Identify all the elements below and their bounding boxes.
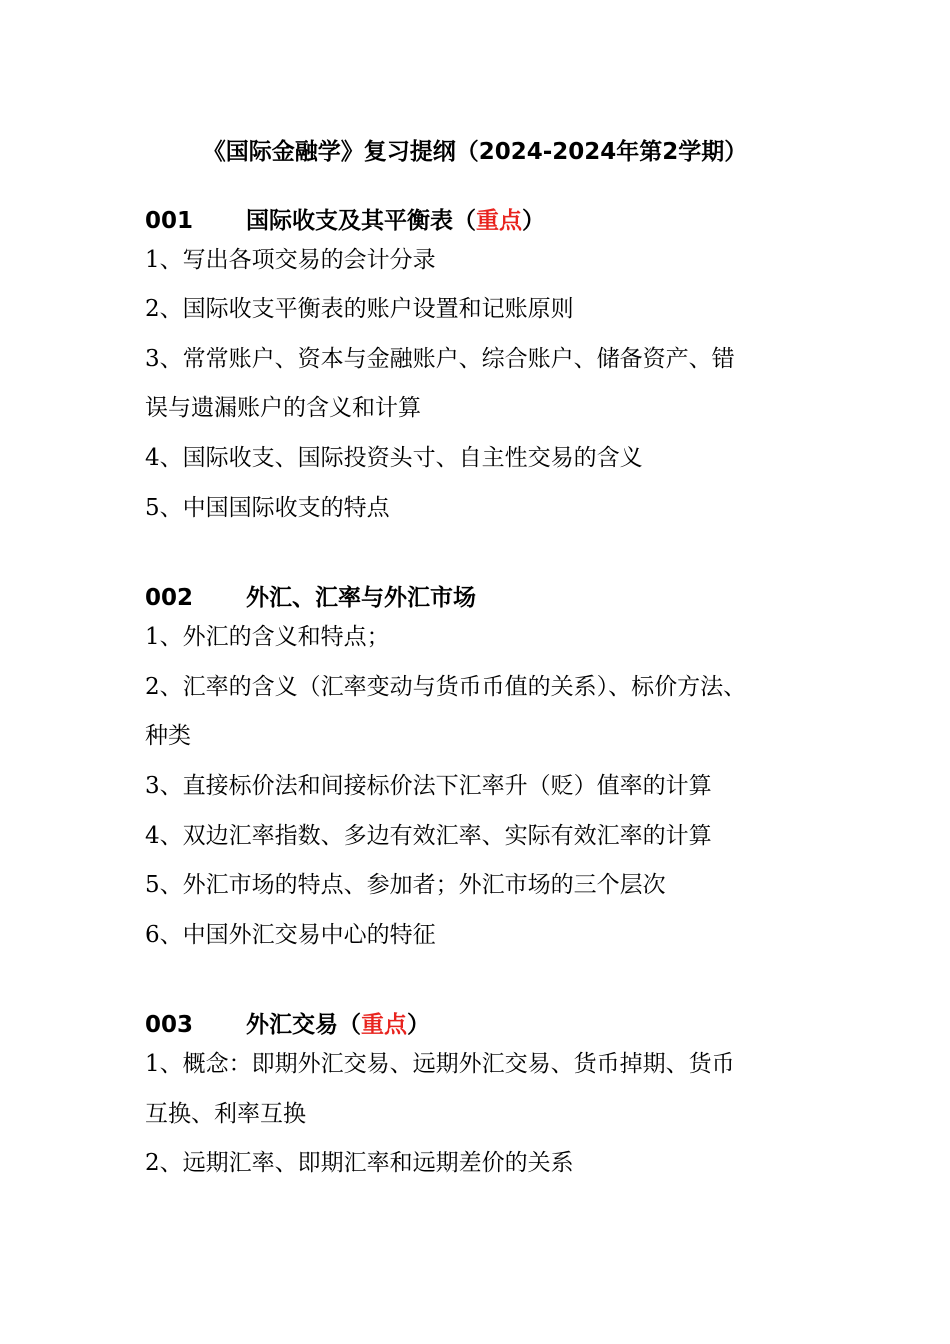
section-title: 外汇交易（ [246,1012,361,1038]
section-heading-002 [145,582,476,614]
outline-item: 1、写出各项交易的会计分录 [145,247,436,273]
outline-item: 1、概念：即期外汇交易、远期外汇交易、货币掉期、货币 [145,1051,735,1077]
outline-item: 误与遗漏账户的含义和计算 [145,395,421,421]
section-title: 国际收支及其平衡表（ [246,208,476,234]
section-heading-003 [145,1009,430,1041]
section-number: 002 [145,585,194,611]
section-number: 001 [145,208,194,234]
outline-item: 4、双边汇率指数、多边有效汇率、实际有效汇率的计算 [145,823,712,849]
outline-item: 3、常常账户、资本与金融账户、综合账户、储备资产、错 [145,346,735,372]
section-title-end: ） [522,208,545,234]
outline-item: 1、外汇的含义和特点； [145,624,390,650]
section-number: 003 [145,1012,194,1038]
section-title: 外汇、汇率与外汇市场 [246,585,476,611]
outline-item: 2、汇率的含义（汇率变动与货币币值的关系）、标价方法、 [145,674,747,700]
outline-item: 5、外汇市场的特点、参加者；外汇市场的三个层次 [145,872,666,898]
highlight-label: 重点 [476,208,522,234]
section-title-end: ） [407,1012,430,1038]
outline-item: 4、国际收支、国际投资头寸、自主性交易的含义 [145,445,643,471]
outline-item: 5、中国国际收支的特点 [145,495,390,521]
section-heading-001 [145,205,545,237]
outline-item: 种类 [145,723,191,749]
outline-item: 互换、利率互换 [145,1101,306,1127]
outline-item: 2、国际收支平衡表的账户设置和记账原则 [145,296,574,322]
outline-item: 3、直接标价法和间接标价法下汇率升（贬）值率的计算 [145,773,712,799]
document-title: 《国际金融学》复习提纲（2024-2024年第2学期） [202,139,748,165]
outline-item: 2、远期汇率、即期汇率和远期差价的关系 [145,1150,574,1176]
outline-item: 6、中国外汇交易中心的特征 [145,922,436,948]
highlight-label: 重点 [361,1012,407,1038]
